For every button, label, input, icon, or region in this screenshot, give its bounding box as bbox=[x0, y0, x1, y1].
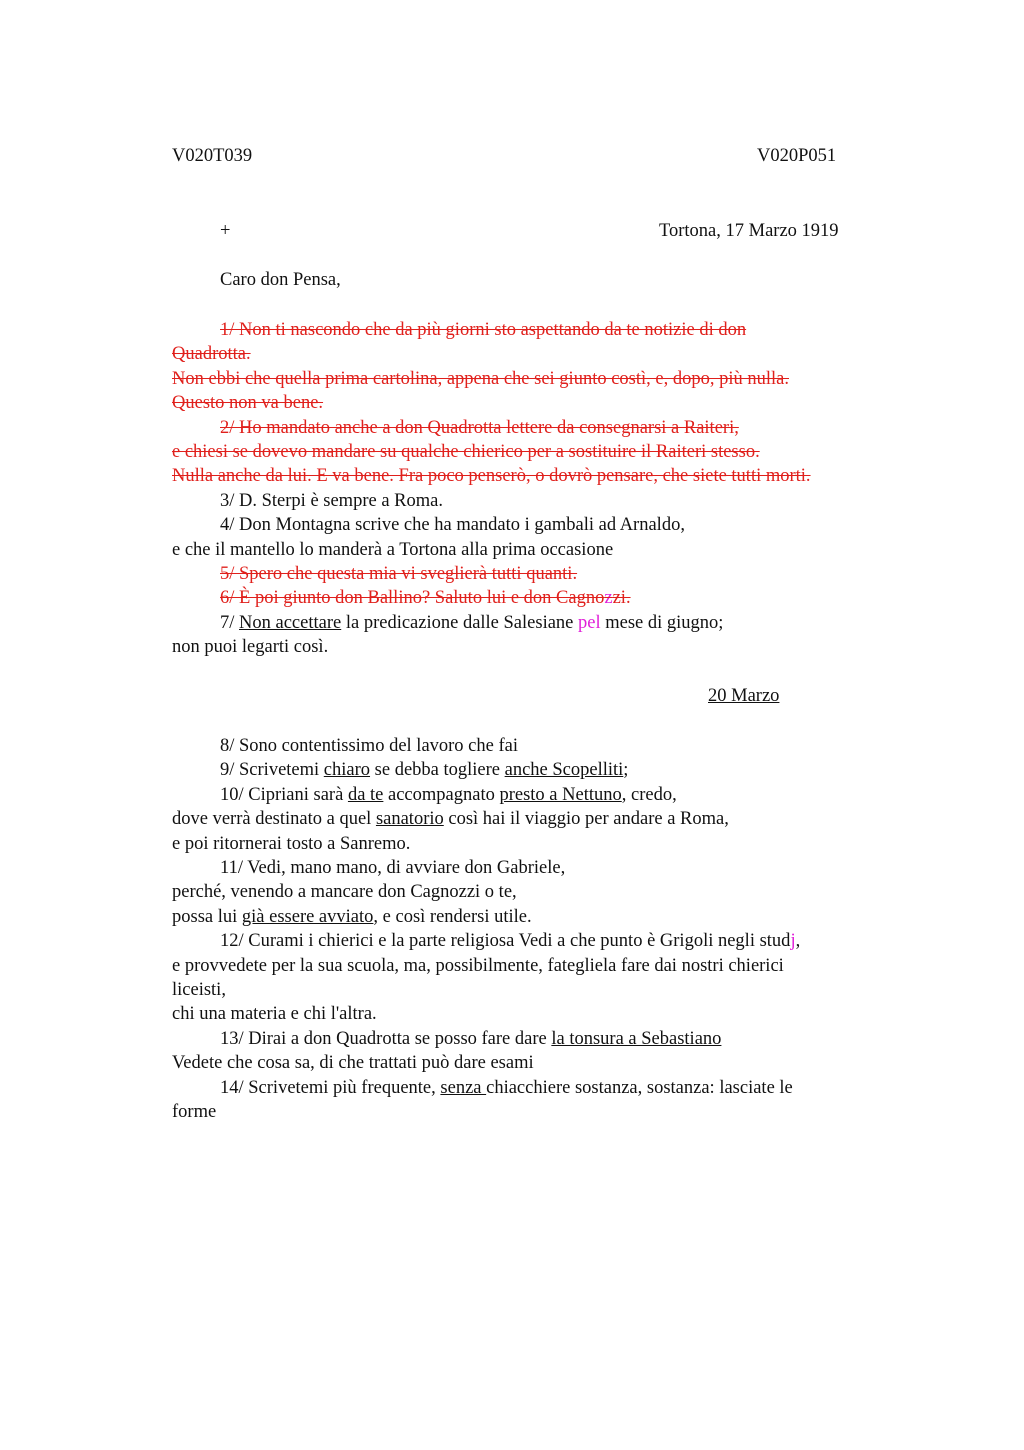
text-span: 10/ Cipriani sarà bbox=[220, 784, 348, 805]
text-line bbox=[172, 611, 892, 635]
text-span: se debba togliere bbox=[370, 760, 505, 781]
text-line: liceisti, bbox=[172, 980, 226, 1001]
deleted-text: 6/ È poi giunto don Ballino? Saluto lui e don Cagno bbox=[220, 588, 605, 609]
text-span: dove verrà destinato a quel bbox=[172, 809, 376, 830]
underlined-text: da te bbox=[347, 784, 384, 805]
salutation: Caro don Pensa, bbox=[220, 270, 341, 290]
deleted-line: 5/ Spero che questa mia vi sveglierà tutti quanti. bbox=[220, 564, 578, 585]
text-line: 11/ Vedi, mano mano, di avviare don Gabriele, bbox=[220, 858, 566, 879]
letter-body-part2 bbox=[172, 734, 892, 1125]
text-span: chiacchiere sostanza, sostanza: lasciate le bbox=[486, 1077, 793, 1098]
text-span: , e così rendersi utile. bbox=[373, 906, 532, 927]
text-span: accompagnato bbox=[383, 784, 500, 805]
deleted-line: Questo non va bene. bbox=[172, 393, 324, 414]
text-line bbox=[172, 758, 892, 782]
text-line: e provvedete per la sua scuola, ma, possibilmente, fategliela fare dai nostri chierici bbox=[172, 955, 784, 976]
deleted-line: e chiesi se dovevo mandare su qualche chierico per a sostituire il Raiteri stesso. bbox=[172, 442, 760, 463]
inserted-word: pel bbox=[578, 612, 601, 633]
text-line: chi una materia e chi l'altra. bbox=[172, 1004, 377, 1025]
place-date: Tortona, 17 Marzo 1919 bbox=[659, 221, 839, 241]
underlined-text: già essere avviato bbox=[241, 906, 374, 927]
item-number: 7/ bbox=[220, 612, 240, 633]
underlined-text: anche Scopelliti bbox=[504, 760, 624, 781]
inserted-letter: j bbox=[790, 931, 796, 952]
inserted-letter: z bbox=[604, 588, 613, 609]
text-line: e che il mantello lo manderà a Tortona alla prima occasione bbox=[172, 539, 614, 560]
text-span: possa lui bbox=[172, 906, 242, 927]
text-line bbox=[172, 929, 892, 953]
second-date: 20 Marzo bbox=[708, 686, 780, 706]
deleted-line: 1/ Non ti nascondo che da più giorni sto aspettando da te notizie di don bbox=[220, 320, 747, 340]
text-span: 9/ Scrivetemi bbox=[220, 760, 324, 781]
text-line: non puoi legarti così. bbox=[172, 637, 329, 658]
text-line: 3/ D. Sterpi è sempre a Roma. bbox=[220, 490, 443, 511]
text-span: ; bbox=[623, 760, 629, 781]
document-code-right: V020P051 bbox=[757, 146, 837, 166]
letter-body-part1 bbox=[172, 318, 892, 660]
text-line: forme bbox=[172, 1102, 217, 1123]
text-line: e poi ritornerai tosto a Sanremo. bbox=[172, 833, 411, 854]
text-line: Vedete che cosa sa, di che trattati può dare esami bbox=[172, 1053, 534, 1074]
underlined-text: sanatorio bbox=[375, 809, 444, 830]
document-code-left: V020T039 bbox=[172, 146, 253, 166]
text-line bbox=[172, 905, 892, 929]
text-span: , bbox=[795, 931, 801, 952]
text-line: 4/ Don Montagna scrive che ha mandato i gambali ad Arnaldo, bbox=[220, 515, 685, 536]
deleted-text: zi. bbox=[612, 588, 631, 609]
underlined-text: presto a Nettuno bbox=[499, 784, 622, 805]
text-line bbox=[172, 1076, 892, 1100]
text-span: 13/ Dirai a don Quadrotta se posso fare dare bbox=[220, 1028, 552, 1049]
text-line: 8/ Sono contentissimo del lavoro che fai bbox=[220, 736, 518, 756]
underlined-text: senza bbox=[440, 1077, 487, 1098]
cross-symbol: + bbox=[220, 221, 231, 241]
text-span: , credo, bbox=[621, 784, 677, 805]
deleted-line bbox=[172, 586, 892, 610]
underlined-text: Non accettare bbox=[239, 612, 342, 633]
deleted-line: Quadrotta. bbox=[172, 344, 251, 365]
text-line: perché, venendo a mancare don Cagnozzi o te, bbox=[172, 882, 517, 903]
text-span: così hai il viaggio per andare a Roma, bbox=[443, 809, 729, 830]
deleted-line: Nulla anche da lui. E va bene. Fra poco penserò, o dovrò pensare, che siete tutti morti. bbox=[172, 466, 811, 487]
text-span: la predicazione dalle Salesiane bbox=[341, 612, 579, 633]
underlined-text: la tonsura a Sebastiano bbox=[551, 1028, 722, 1049]
text-span: mese di giugno; bbox=[600, 612, 724, 633]
text-span: 14/ Scrivetemi più frequente, bbox=[220, 1077, 441, 1098]
deleted-line: Non ebbi che quella prima cartolina, appena che sei giunto costì, e, dopo, più nulla. bbox=[172, 368, 789, 389]
text-line bbox=[172, 807, 892, 831]
text-span: 12/ Curami i chierici e la parte religiosa Vedi a che punto è Grigoli negli stud bbox=[220, 931, 791, 952]
underlined-text: chiaro bbox=[323, 760, 371, 781]
deleted-line: 2/ Ho mandato anche a don Quadrotta lettere da consegnarsi a Raiteri, bbox=[220, 417, 739, 438]
text-line bbox=[172, 783, 892, 807]
text-line bbox=[172, 1027, 892, 1051]
